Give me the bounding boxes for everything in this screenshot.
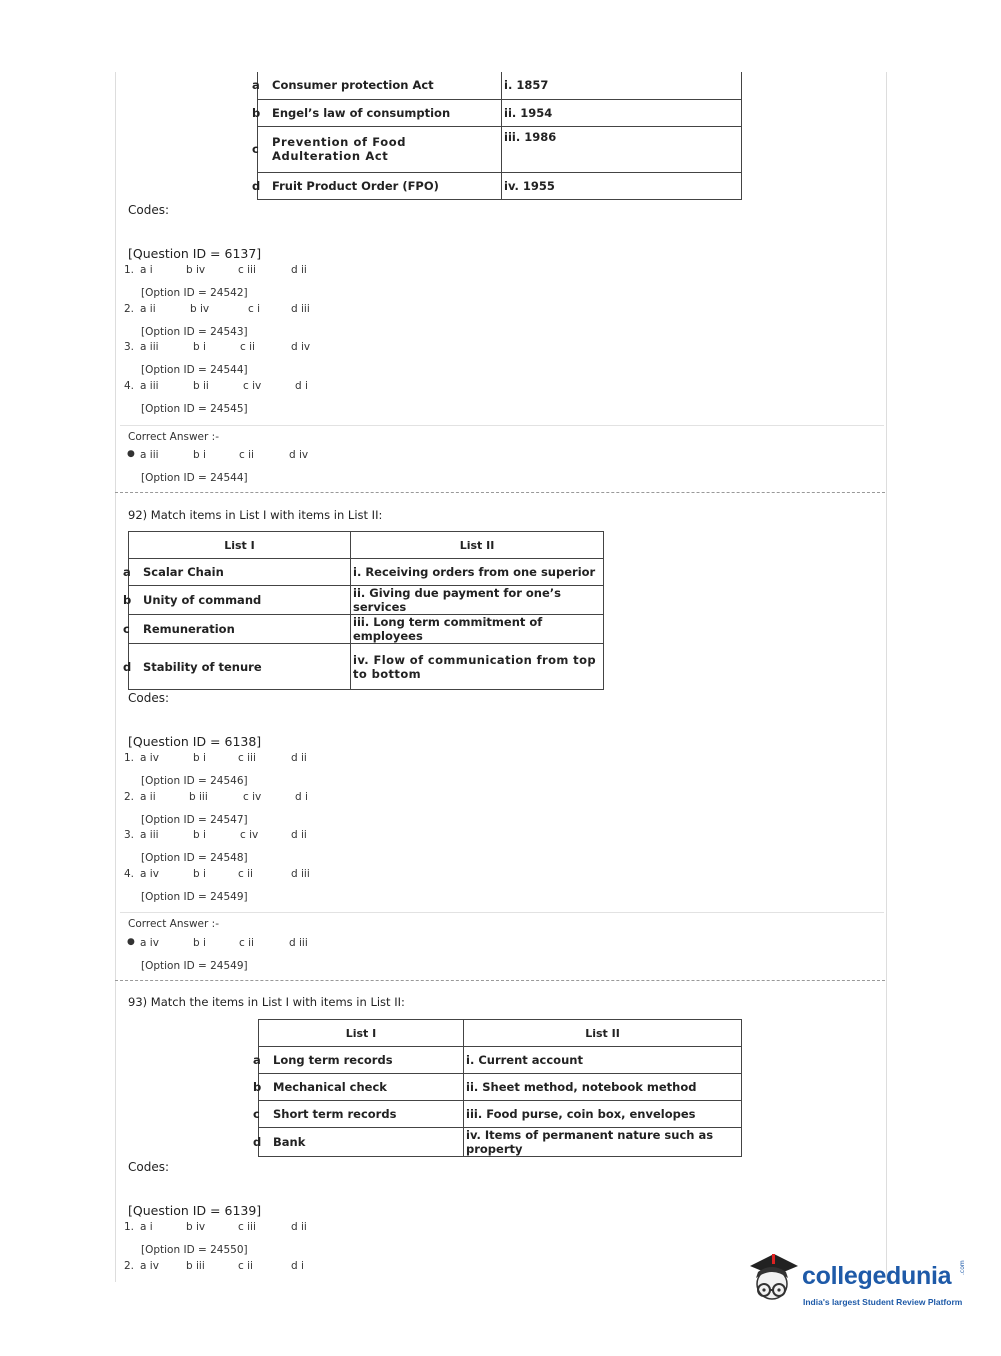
question-id: [Question ID = 6138] xyxy=(128,734,262,749)
option-code: a iv xyxy=(140,937,159,949)
option-code: a iii xyxy=(140,449,159,461)
option-code: a iv xyxy=(140,752,159,764)
divider xyxy=(120,425,884,426)
option-code: a iii xyxy=(140,379,159,392)
option-code: a iv xyxy=(140,867,159,880)
option-code: c i xyxy=(248,302,261,315)
correct-answer-label: Correct Answer :- xyxy=(128,431,219,443)
option-code: d i xyxy=(295,790,308,803)
option-code: b iii xyxy=(186,1259,205,1272)
bullet-icon: ● xyxy=(127,449,135,459)
option-code: b ii xyxy=(193,379,209,392)
option-code: d ii xyxy=(291,264,307,276)
q93-title: 93) Match the items in List I with items in List II: xyxy=(128,995,405,1009)
option-id: [Option ID = 24549] xyxy=(141,960,248,972)
option-code: c iii xyxy=(238,1221,256,1233)
option-code: b iv xyxy=(186,264,206,276)
question-id: [Question ID = 6139] xyxy=(128,1203,262,1218)
mascot-icon xyxy=(742,1248,802,1312)
option-code: a iii xyxy=(140,829,159,841)
option-code: c ii xyxy=(239,937,254,949)
option-code: d i xyxy=(295,379,308,392)
option-id: [Option ID = 24544] xyxy=(141,364,248,376)
option-code: c ii xyxy=(239,449,254,461)
option-code: a i xyxy=(140,1221,153,1233)
option-number: 3. xyxy=(124,341,135,353)
option-code: a iii xyxy=(140,341,159,353)
option-code: d ii xyxy=(291,829,307,841)
option-code: d iii xyxy=(291,302,310,315)
option-code: b i xyxy=(193,937,206,949)
option-id: [Option ID = 24547] xyxy=(141,813,248,826)
option-id: [Option ID = 24549] xyxy=(141,890,248,903)
option-code: b i xyxy=(193,752,206,764)
q92-match-table: List I List II a Scalar Chain i. Receiving orders from one superior b Unity of command ii. Giving due payment for one’s services c Remuneration iii. Long term commitment of employees d Stability of tenure iv. Flow of communication from top to bottom xyxy=(128,531,604,690)
option-code: a ii xyxy=(140,302,156,315)
option-number: 4. xyxy=(124,867,135,880)
option-code: b iv xyxy=(190,302,210,315)
option-code: d i xyxy=(291,1259,304,1272)
divider xyxy=(120,912,884,913)
question-id: [Question ID = 6137] xyxy=(128,246,262,261)
q93-match-table: List I List II a Long term records i. Current account b Mechanical check ii. Sheet method, notebook method c Short term records iii. Food purse, coin box, envelopes d Bank iv. Items of permanent nature such as property xyxy=(258,1019,742,1157)
codes-label: Codes: xyxy=(128,691,170,705)
option-id: [Option ID = 24544] xyxy=(141,472,248,484)
option-code: d ii xyxy=(291,1221,307,1233)
option-code: c iii xyxy=(238,264,256,276)
option-code: c iv xyxy=(240,829,259,841)
option-code: a i xyxy=(140,264,153,276)
collegedunia-logo xyxy=(742,1248,972,1318)
option-number: 2. xyxy=(124,790,135,803)
option-code: c iv xyxy=(243,790,262,803)
logo-wordmark: collegedunia xyxy=(802,1262,952,1290)
codes-label: Codes: xyxy=(128,1160,170,1174)
option-id: [Option ID = 24545] xyxy=(141,402,248,415)
option-code: b i xyxy=(193,867,206,880)
option-code: b i xyxy=(193,341,206,353)
option-number: 2. xyxy=(124,1259,135,1272)
question-separator xyxy=(115,492,885,493)
option-id: [Option ID = 24550] xyxy=(141,1244,248,1256)
codes-label: Codes: xyxy=(128,203,170,217)
option-code: d ii xyxy=(291,752,307,764)
option-number: 1. xyxy=(124,1221,135,1233)
option-number: 4. xyxy=(124,379,135,392)
option-code: c ii xyxy=(240,341,255,353)
bullet-icon: ● xyxy=(127,937,135,947)
option-code: b iii xyxy=(189,790,208,803)
option-number: 1. xyxy=(124,264,135,276)
q92-title: 92) Match items in List I with items in List II: xyxy=(128,508,383,522)
option-code: d iii xyxy=(291,867,310,880)
option-code: c iv xyxy=(243,379,262,392)
option-code: c ii xyxy=(238,1259,253,1272)
option-code: b iv xyxy=(186,1221,206,1233)
option-id: [Option ID = 24546] xyxy=(141,775,248,787)
option-code: a ii xyxy=(140,790,156,803)
option-id: [Option ID = 24542] xyxy=(141,287,248,299)
option-code: a iv xyxy=(140,1259,159,1272)
option-id: [Option ID = 24543] xyxy=(141,325,248,338)
option-code: d iv xyxy=(289,449,309,461)
option-code: b i xyxy=(193,829,206,841)
option-code: b i xyxy=(193,449,206,461)
option-code: c ii xyxy=(238,867,253,880)
option-id: [Option ID = 24548] xyxy=(141,852,248,864)
question-separator xyxy=(115,980,885,981)
option-code: d iv xyxy=(291,341,311,353)
option-number: 3. xyxy=(124,829,135,841)
correct-answer-label: Correct Answer :- xyxy=(128,918,219,930)
q91-match-table: a Consumer protection Act i. 1857 b Engel’s law of consumption ii. 1954 c Prevention of Food Adulteration Act iii. 1986 d Fruit Product Order (FPO) iv. 1955 xyxy=(257,72,742,200)
option-code: d iii xyxy=(289,937,308,949)
logo-tagline: India's largest Student Review Platform xyxy=(803,1297,963,1307)
option-number: 1. xyxy=(124,752,135,764)
logo-suffix: .com xyxy=(959,1260,966,1275)
option-number: 2. xyxy=(124,302,135,315)
option-code: c iii xyxy=(238,752,256,764)
